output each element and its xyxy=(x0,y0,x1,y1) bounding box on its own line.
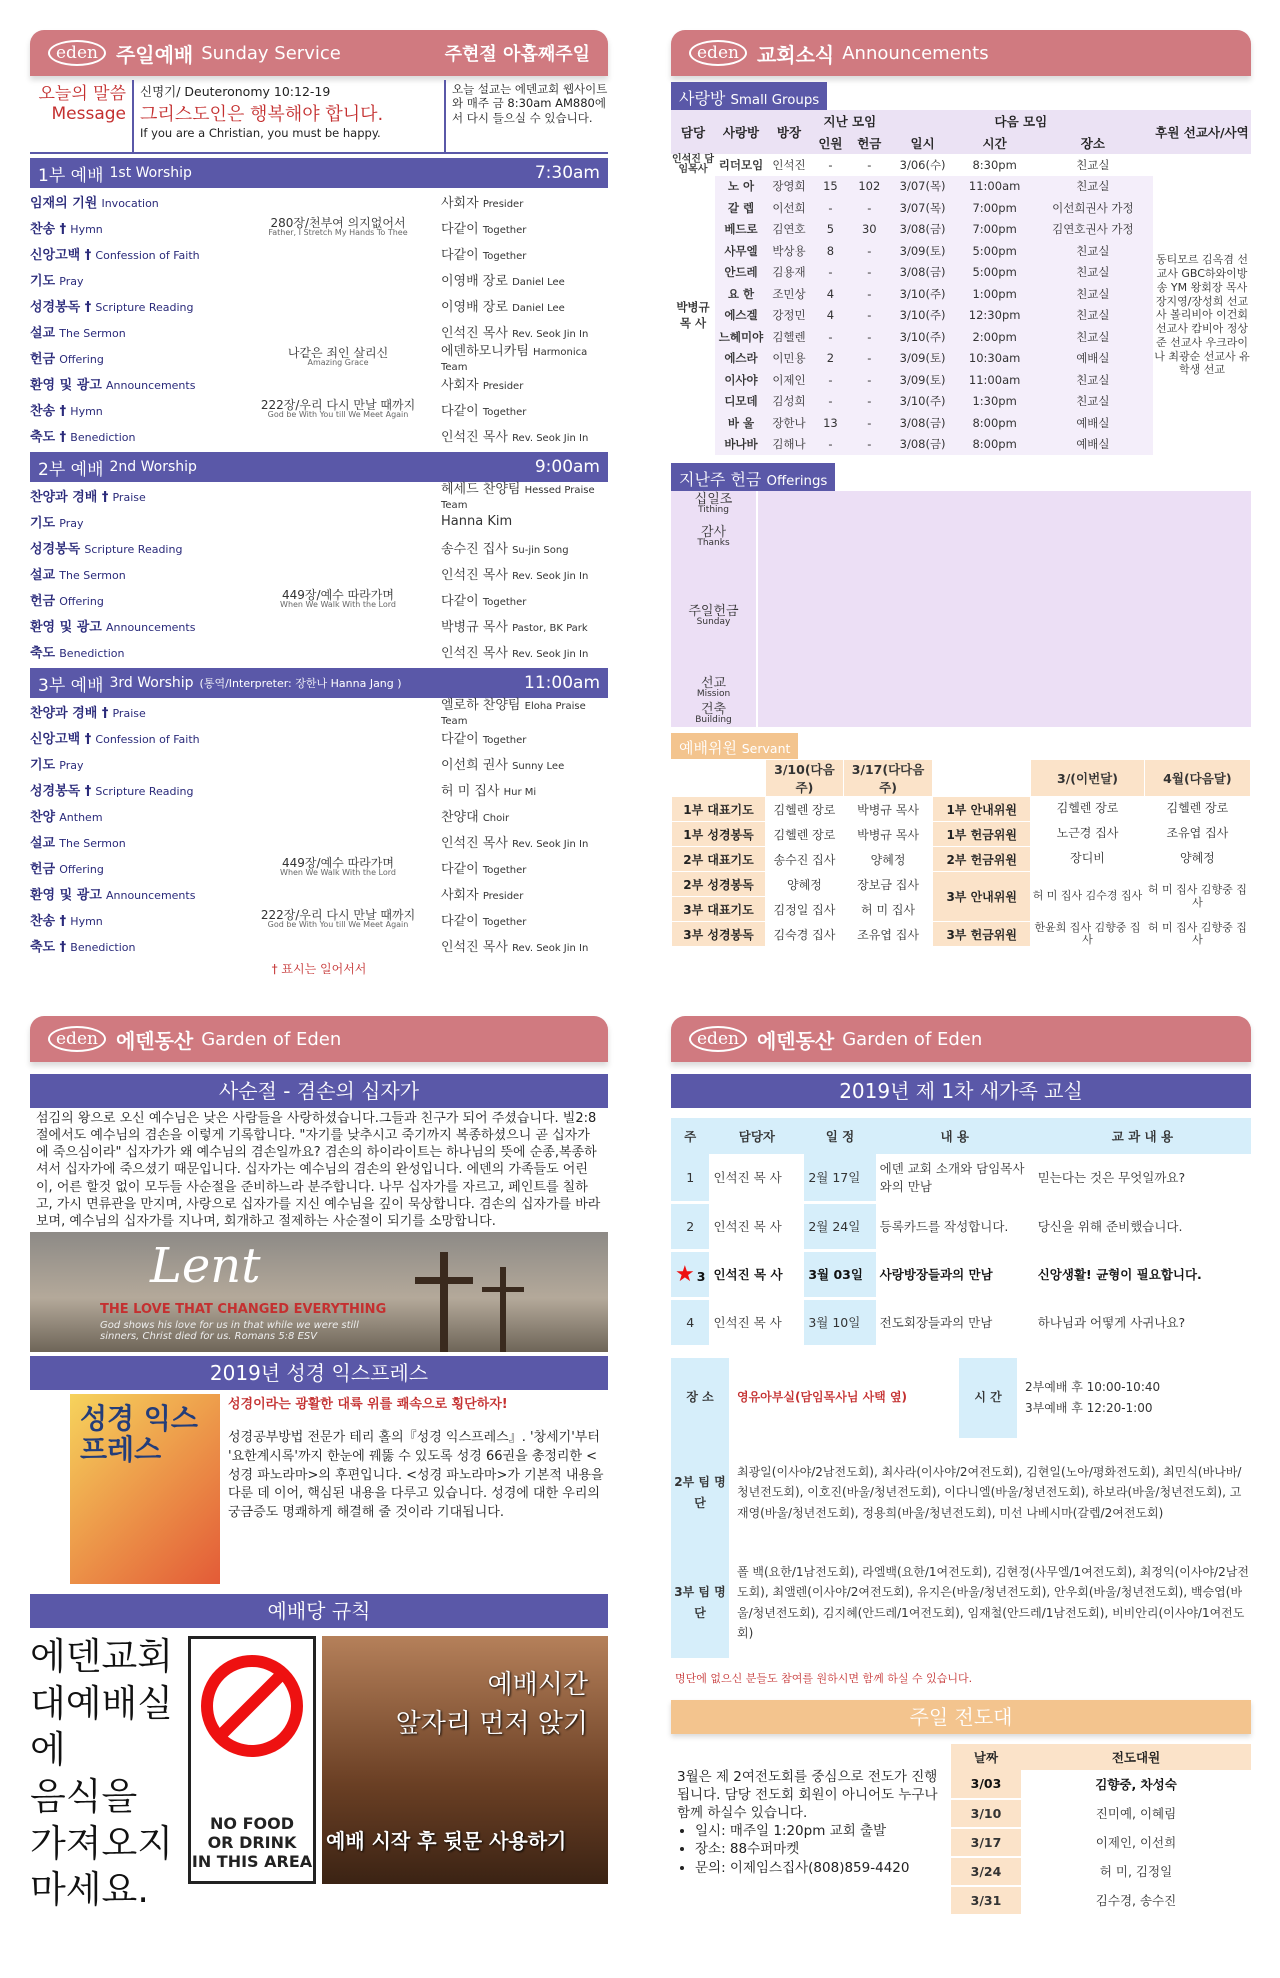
order-person: 사회자 Presider xyxy=(441,195,524,211)
order-row xyxy=(30,698,608,727)
order-person: 찬양대 Choir xyxy=(441,809,510,825)
pews-text-2: 앞자리 먼저 앉기 xyxy=(395,1709,588,1740)
order-item: 찬양 Anthem xyxy=(30,809,103,825)
order-row xyxy=(30,880,608,906)
order-item: 환영 및 광고 Announcements xyxy=(30,887,196,903)
order-row xyxy=(30,932,608,958)
offering-label: 주일헌금 Sunday xyxy=(671,557,757,675)
offering-label: 십일조 Tithing xyxy=(671,491,757,517)
order-item: 찬송 † Hymn xyxy=(30,221,103,237)
worship-2-title: 2부 예배 xyxy=(38,459,104,480)
team-3-list: 폴 백(요한/1남전도회), 라엘백(요한/1여전도회), 김현정(사무엘/1여전도회), 최정익(이사야/2남전도회), 최앨렌(이사야/2여전도회), 유지은(바울/청년전도회), 안우회(바울/청년전도회), 백승엽(바울/청년전도회), 김지혜(안드레/1여전도회), 임재철(안드레/1남전도회), 비비안리(이사야/1여전도회) xyxy=(737,1564,1249,1640)
order-item: 축도 † Benediction xyxy=(30,939,136,955)
order-row xyxy=(30,240,608,266)
order-item: 축도 † Benediction xyxy=(30,429,136,445)
order-person: 인석진 목사 Rev. Seok Jin In xyxy=(441,567,589,583)
order-row xyxy=(30,724,608,750)
worship-3-title-en: 3rd Worship xyxy=(109,675,194,691)
eden2-title-en: Garden of Eden xyxy=(842,1028,983,1050)
offering-row xyxy=(671,517,1251,557)
offering-label: 선교 Mission xyxy=(671,675,757,701)
order-row xyxy=(30,188,608,214)
small-group-row: 에스라 이민용 2 - 3/09(토) 10:30am 예배실 xyxy=(671,348,1251,370)
order-item: 축도 Benediction xyxy=(30,645,125,661)
evangelism-text: 3월은 제 2여전도회를 중심으로 전도가 진행됩니다. 담당 전도회 회원이 아니어도 누구나 함께 하실수 있습니다. xyxy=(677,1768,938,1821)
evangelism-detail: • 일시: 매주일 1:20pm 교회 출발 xyxy=(695,1822,945,1840)
order-person: 다같이 Together xyxy=(441,861,527,877)
order-person: 다같이 Together xyxy=(441,247,527,263)
small-groups-title-en: Small Groups xyxy=(730,93,820,108)
small-group-row: 박병규 목 사 노 아 장영희 15 102 3/07(목) 11:00am 친교실 동티모르 김옥겸 선교사 GBC하와이방송 YM 왕회장 목사 장지영/장성희 선교사 볼리비아 이건회 선교사 캄비아 정상준 선교사 우크라이나 최광순 선교사 유학생 선교 xyxy=(671,176,1251,198)
worship-2-time: 9:00am xyxy=(534,457,600,477)
team-3-label: 3부 팀 명단 xyxy=(671,1548,729,1658)
order-row xyxy=(30,802,608,828)
order-item: 헌금 Offering xyxy=(30,351,104,367)
order-hymn: 280장/천부여 의지없어서 Father, I Stretch My Hands To Thee xyxy=(268,215,408,238)
lent-paragraph: 섬김의 왕으로 오신 예수님은 낮은 사람들을 사랑하셨습니다.그들과 친구가 되어 주셨습니다. 빌2:8절에서도 예수님의 겸손을 이렇게 기록합니다. "자기를 낮추시고 죽기까지 복종하셨으니 곧 십자가에 죽으심이라" 십자가가 왜 예수님의 겸손일까요? 겸손의 하이라이트는 하나님의 뜻에 순종,복종하셔서 십자가에 죽으셨기 때문입니다. 십자가는 예수님의 겸손의 완성입니다. 에덴의 가족들도 어린이, 어른 할것 없이 모두들 사순절을 준비하느라 분주합니다. 나무 십자가를 자르고, 페인트를 칠하고, 가시 면류관을 만지며, 사랑으로 십자가를 지신 예수님을 깊이 묵상합니다. 겸손의 십자가를 바라보며, 예수님의 십자가를 지나며, 회개하고 절제하는 사순절이 되기를 소망합니다. xyxy=(36,1111,601,1229)
order-item: 헌금 Offering xyxy=(30,861,104,877)
pews-image xyxy=(322,1636,608,1884)
order-row xyxy=(30,396,608,422)
service-title: 주일예배 xyxy=(115,42,194,67)
new-family-class-table: 주 담당자 일 정 내 용 교 과 내 용 1 인석진 목 사 2월 17일 에덴 교회 소개와 담임목사와의 만남 믿는다는 것은 무엇일까요? 2 인석진 목 사 2월 24일 등록카드를 작성합니다. 당신을 위해 준비했습니다. ★ 3 인석진 목 사 3월 03일 사랑방장들과의 만남 신앙생활! 균형이 필요합니다. 4 인석진 목 사 3월 10일 전도회장들과의 만남 하나님과 어떻게 사귀나요? xyxy=(671,1118,1251,1348)
lent-word: Lent xyxy=(150,1238,261,1295)
servant-row: 1부 대표기도 김헬렌 장로 박병규 목사 1부 안내위원 김헬렌 장로 김헬렌 장로 xyxy=(672,797,1251,822)
offering-label: 건축 Building xyxy=(671,701,757,727)
evangelism-row: 3/10 진미예, 이혜림 xyxy=(951,1799,1251,1828)
time-label: 시 간 xyxy=(959,1358,1017,1438)
servant-title-en: Servant xyxy=(741,741,791,756)
no-food-message: 에덴교회 대예배실에 음식을 가져오지 마세요. xyxy=(30,1635,173,1912)
eden-logo: eden xyxy=(48,1026,106,1052)
small-group-row: 느헤미야 김헬렌 - - 3/10(주) 2:00pm 친교실 xyxy=(671,326,1251,348)
pews-text-1: 예배시간 xyxy=(487,1670,588,1701)
evangelism-heading: 주일 전도대 xyxy=(671,1700,1251,1734)
servant-row: 1부 성경봉독 김헬렌 장로 박병규 목사 1부 헌금위원 노근경 집사 조유엽 집사 xyxy=(672,822,1251,847)
evangelism-section xyxy=(671,1744,1251,1916)
lent-verse: God shows his love for us in that while we were still sinners, Christ died for us. Romans 5:8 ESV xyxy=(100,1320,359,1343)
stand-note: † 표시는 일어서서 xyxy=(271,962,367,976)
sermon-title-en: If you are a Christian, you must be happy. xyxy=(140,126,381,140)
worship-1-time: 7:30am xyxy=(534,163,600,183)
servant-row: 3부 성경봉독 김숙경 집사 조유엽 집사 3부 헌금위원 한윤희 집사 김향중 집사 허 미 집사 김향중 집사 xyxy=(672,922,1251,947)
team-2-label: 2부 팀 명단 xyxy=(671,1438,729,1548)
small-group-row: 에스겔 강정민 4 - 3/10(주) 12:30pm 친교실 xyxy=(671,305,1251,327)
order-hymn: 222장/우리 다시 만날 때까지 God be With You till We Meet Again xyxy=(260,907,416,930)
servant-bar xyxy=(671,733,798,759)
lent-subtitle: THE LOVE THAT CHANGED EVERYTHING xyxy=(100,1302,387,1318)
order-item: 헌금 Offering xyxy=(30,593,104,609)
class-row: 4 인석진 목 사 3월 10일 전도회장들과의 만남 하나님과 어떻게 사귀나요? xyxy=(671,1298,1251,1346)
lent-heading: 사순절 - 겸손의 십자가 xyxy=(30,1074,608,1108)
order-item: 환영 및 광고 Announcements xyxy=(30,377,196,393)
order-row xyxy=(30,750,608,776)
order-person: 이선희 권사 Sunny Lee xyxy=(441,757,565,773)
order-row xyxy=(30,266,608,292)
order-item: 기도 Pray xyxy=(30,515,84,531)
order-item: 기도 Pray xyxy=(30,757,84,773)
bible-express-heading: 2019년 성경 익스프레스 xyxy=(30,1356,608,1390)
eden-logo: eden xyxy=(48,40,106,66)
announcements-section xyxy=(671,30,1251,947)
order-row xyxy=(30,612,608,638)
new-family-class-heading: 2019년 제 1차 새가족 교실 xyxy=(671,1074,1251,1108)
order-item: 설교 The Sermon xyxy=(30,325,126,341)
order-person: 이영배 장로 Daniel Lee xyxy=(441,299,565,315)
service-title-en: Sunday Service xyxy=(201,42,341,64)
worship-3-time: 11:00am xyxy=(524,673,600,693)
worship-1-title-en: 1st Worship xyxy=(109,165,192,181)
order-row xyxy=(30,906,608,932)
order-hymn: 449장/예수 따라가며 When We Walk With the Lord xyxy=(280,855,396,878)
bible-express-slogan: 성경이라는 광활한 대륙 위를 쾌속으로 횡단하자! xyxy=(228,1397,508,1413)
small-group-row: 디모데 김성희 - - 3/10(주) 1:30pm 친교실 xyxy=(671,391,1251,413)
place-value: 영유아부실(담임목사님 사택 옆) xyxy=(737,1390,908,1405)
order-person: 다같이 Together xyxy=(441,913,527,929)
sanctuary-rules-heading: 예배당 규칙 xyxy=(30,1594,608,1628)
bible-express xyxy=(30,1390,608,1584)
order-row xyxy=(30,828,608,854)
eden-logo: eden xyxy=(689,1026,747,1052)
order-hymn: 나같은 죄인 살리신 Amazing Grace xyxy=(287,345,389,368)
small-groups-table: 담당 사랑방 방장 지난 모임 다음 모임 후원 선교사/사역 인원 헌금 일시 시간 장소 인석진 담임목사 리더모임 인석진 - - 3/06(수) 8:30pm 친교실 박병규 목 사 노 아 장영희 15 102 3/07(목) 11:00am 친교실 동티모르 김옥겸 선교사 GBC하와이방송 YM 왕회장 목사 장지영/장성희 선교사 볼리비아 이건회 선교사 캄비아 정상준 선교사 우크라이나 최광순 선교사 유학생 선교 갈 렙 이선희 - - 3/07(목) 7:00pm 이선희권사 가정 베드로 김연호 5 30 3/08(금) 7:00pm 김연호권사 가정 사무엘 박상용 8 - 3/09(토) 5:00pm 친교실 안드레 김용재 - - 3/08(금) 5:00pm 친교실 요 한 조민상 4 - 3/10(주) 1:00pm 친교실 에스겔 강정민 4 - 3/10(주) 12:30pm 친교실 느헤미야 김헬렌 - - 3/10(주) 2:00pm 친교실 에스라 이민용 2 - 3/09(토) 10:30am 예배실 이사야 이제인 - - 3/09(토) 11:00am 친교실 디모데 김성희 - - 3/10(주) 1:30pm 친교실 바 울 장한나 13 - 3/08(금) 8:00pm 예배실 바나바 김해나 - - 3/08(금) 8:00pm 예배실 xyxy=(671,110,1251,455)
order-person: 인석진 목사 Rev. Seok Jin In xyxy=(441,429,589,445)
news-title: 교회소식 xyxy=(756,42,835,67)
offering-row xyxy=(671,491,1251,517)
order-item: 찬양과 경배 † Praise xyxy=(30,705,146,721)
eden1-header xyxy=(30,1016,608,1062)
offering-label: 감사 Thanks xyxy=(671,517,757,557)
order-item: 찬양과 경배 † Praise xyxy=(30,489,146,505)
offerings-table xyxy=(671,491,1251,727)
small-group-row: 바 울 장한나 13 - 3/08(금) 8:00pm 예배실 xyxy=(671,412,1251,434)
order-item: 찬송 † Hymn xyxy=(30,403,103,419)
order-person: 사회자 Presider xyxy=(441,887,524,903)
order-row xyxy=(30,370,608,396)
order-hymn: 449장/예수 따라가며 When We Walk With the Lord xyxy=(280,587,396,610)
bible-express-text: 성경공부방법 전문가 테리 홀의『성경 익스프레스』. '창세기'부터 '요한계시록'까지 한눈에 꿰뚫 수 있도록 성경 66권을 총정리한 <성경 파노라마>의 후편입니다. <성경 파노라마>가 기본적 내용을 다룬 데 이어, 핵심된 내용을 다루고 있습니다. 성경에 대한 우리의 궁금증도 명쾌하게 해결해 줄 것이라 기대됩니다. xyxy=(228,1429,604,1521)
order-row xyxy=(30,586,608,612)
lent-image xyxy=(30,1232,608,1352)
worship-1-bar xyxy=(30,158,608,188)
order-row xyxy=(30,422,608,448)
no-food-line: NO FOOD xyxy=(210,1813,294,1833)
order-item: 설교 The Sermon xyxy=(30,567,126,583)
small-group-row: 베드로 김연호 5 30 3/08(금) 7:00pm 김연호권사 가정 xyxy=(671,219,1251,241)
servant-title: 예배위원 xyxy=(679,739,737,757)
order-person: 다같이 Together xyxy=(441,221,527,237)
sunday-service-section xyxy=(30,30,608,977)
order-person: 인석진 목사 Rev. Seok Jin In xyxy=(441,325,589,341)
evangelism-row: 3/03 김향중, 차성숙 xyxy=(951,1770,1251,1799)
worship-2-order xyxy=(30,482,608,664)
sermon-replay-note: 오늘 설교는 에덴교회 웹사이트와 매주 금 8:30am AM880에서 다시 들으실 수 있습니다. xyxy=(444,80,608,152)
garden-of-eden-right xyxy=(671,1016,1251,1916)
no-food-line: OR DRINK xyxy=(207,1832,297,1852)
order-row xyxy=(30,344,608,373)
evangelism-details xyxy=(695,1822,945,1877)
order-person: 인석진 목사 Rev. Seok Jin In xyxy=(441,939,589,955)
offerings-title-en: Offerings xyxy=(766,474,828,489)
participation-note: 명단에 없으신 분들도 참여를 원하시면 함께 하실 수 있습니다. xyxy=(675,1671,973,1685)
order-person: 허 미 집사 Hur Mi xyxy=(441,783,537,799)
worship-1-order xyxy=(30,188,608,448)
evangelism-table: 날짜 전도대원 3/03 김향중, 차성숙 3/10 진미예, 이혜림 3/17 이제인, 이선희 3/24 허 미, 김정일 3/31 김수경, 송수진 xyxy=(951,1744,1251,1916)
servant-row: 3부 대표기도 김정일 집사 허 미 집사 xyxy=(672,897,1251,922)
order-person: 박병규 목사 Pastor, BK Park xyxy=(441,619,588,635)
eden2-header xyxy=(671,1016,1251,1062)
order-person: 다같이 Together xyxy=(441,593,527,609)
small-group-row: 갈 렙 이선희 - - 3/07(목) 7:00pm 이선희권사 가정 xyxy=(671,197,1251,219)
class-row: 1 인석진 목 사 2월 17일 에덴 교회 소개와 담임목사와의 만남 믿는다는 것은 무엇일까요? xyxy=(671,1154,1251,1202)
order-item: 성경봉독 † Scripture Reading xyxy=(30,299,194,315)
order-row xyxy=(30,482,608,511)
scripture: 신명기/ Deuteronomy 10:12-19 xyxy=(140,84,331,99)
no-food-line: IN THIS AREA xyxy=(191,1851,313,1871)
order-item: 임재의 기원 Invocation xyxy=(30,195,159,211)
book-title: 성경 익스프레스 xyxy=(80,1402,198,1466)
service-header xyxy=(30,30,608,76)
interpreter-note: (통역/Interpreter: 장한나 Hanna Jang ) xyxy=(199,677,402,690)
class-info-table xyxy=(671,1358,1251,1658)
order-item: 찬송 † Hymn xyxy=(30,913,103,929)
offerings-bar xyxy=(671,463,835,491)
worship-2-title-en: 2nd Worship xyxy=(109,459,197,475)
order-person: 엘로하 찬양팀 Eloha Praise Team xyxy=(441,698,586,727)
order-item: 성경봉독 † Scripture Reading xyxy=(30,783,194,799)
place-label: 장 소 xyxy=(671,1358,729,1438)
order-person: 인석진 목사 Rev. Seok Jin In xyxy=(441,835,589,851)
order-item: 환영 및 광고 Announcements xyxy=(30,619,196,635)
message-box xyxy=(30,80,608,154)
sanctuary-rules xyxy=(30,1628,608,1912)
evangelism-row: 3/17 이제인, 이선희 xyxy=(951,1828,1251,1857)
small-group-row: 바나바 김해나 - - 3/08(금) 8:00pm 예배실 xyxy=(671,434,1251,456)
servant-row: 2부 성경봉독 양혜정 장보금 집사 3부 안내위원 허 미 집사 김수경 집사 허 미 집사 김향중 집사 xyxy=(672,872,1251,897)
servant-row: 2부 대표기도 송수진 집사 양혜정 2부 헌금위원 장디비 양혜정 xyxy=(672,847,1251,872)
offering-row xyxy=(671,557,1251,675)
evangelism-row: 3/24 허 미, 김정일 xyxy=(951,1857,1251,1886)
order-person: 에덴하모니카팀 Harmonica Team xyxy=(441,344,588,373)
class-row: ★ 3 인석진 목 사 3월 03일 사랑방장들과의 만남 신앙생활! 균형이 필요합니다. xyxy=(671,1250,1251,1298)
eden-logo: eden xyxy=(689,40,747,66)
small-groups-title: 사랑방 xyxy=(679,89,726,108)
evangelism-row: 3/31 김수경, 송수진 xyxy=(951,1886,1251,1915)
order-hymn: 222장/우리 다시 만날 때까지 God be With You till We Meet Again xyxy=(260,397,416,420)
time-value: 2부예배 후 10:00-10:40 xyxy=(1025,1380,1161,1395)
message-label-en: Message xyxy=(51,104,126,125)
worship-3-title: 3부 예배 xyxy=(38,675,104,696)
order-row xyxy=(30,214,608,240)
evangelism-detail: • 문의: 이제임스집사(808)859-4420 xyxy=(695,1859,945,1877)
order-person: 다같이 Together xyxy=(441,403,527,419)
order-item: 설교 The Sermon xyxy=(30,835,126,851)
service-week: 주현절 아홉째주일 xyxy=(444,44,590,65)
worship-1-title: 1부 예배 xyxy=(38,165,104,186)
order-item: 신앙고백 † Confession of Faith xyxy=(30,247,200,263)
small-groups-bar xyxy=(671,82,827,110)
team-2-list: 최광일(이사야/2남전도회), 최사라(이사야/2여전도회), 김현일(노아/평화전도회), 최민식(바나바/청년전도회), 이호진(바울/청년전도회), 이다니엘(바울/청년전도회), 하보라(바울/청년전도회), 고재영(바울/청년전도회), 정용희(바울/청년전도회), 미선 나베시마(갈렙/2여전도회) xyxy=(737,1464,1242,1520)
order-row xyxy=(30,776,608,802)
order-person: Hanna Kim xyxy=(441,513,513,529)
evangelism-detail: • 장소: 88수퍼마켓 xyxy=(695,1840,945,1858)
order-item: 기도 Pray xyxy=(30,273,84,289)
servant-table: 3/10(다음주) 3/17(다다음주) 3/(이번달) 4월(다음달) 1부 대표기도 김헬렌 장로 박병규 목사 1부 안내위원 김헬렌 장로 김헬렌 장로 1부 성경봉독 김헬렌 장로 박병규 목사 1부 헌금위원 노근경 집사 조유엽 집사 2부 대표기도 송수진 집사 양혜정 2부 헌금위원 장디비 양혜정 2부 성경봉독 양혜정 장보금 집사 3부 안내위원 허 미 집사 김수경 집사 허 미 집사 김향중 집사 3부 대표기도 김정일 집사 허 미 집사 3부 성경봉독 김숙경 집사 조유엽 집사 3부 헌금위원 한윤희 집사 김향중 집사 허 미 집사 김향중 집사 xyxy=(671,759,1251,947)
order-person: 사회자 Presider xyxy=(441,377,524,393)
order-person: 헤세드 찬양팀 Hessed Praise Team xyxy=(441,482,595,511)
order-row xyxy=(30,292,608,318)
offerings-title: 지난주 헌금 xyxy=(679,470,762,489)
small-group-row: 요 한 조민상 4 - 3/10(주) 1:00pm 친교실 xyxy=(671,283,1251,305)
order-row xyxy=(30,560,608,586)
eden1-title: 에덴동산 xyxy=(115,1028,194,1053)
no-food-sign xyxy=(188,1636,316,1884)
order-row xyxy=(30,854,608,880)
message-label: 오늘의 말씀 xyxy=(38,84,126,104)
eden2-title: 에덴동산 xyxy=(756,1028,835,1053)
order-row xyxy=(30,534,608,560)
order-person: 이영배 장로 Daniel Lee xyxy=(441,273,565,289)
order-person: 송수진 집사 Su-jin Song xyxy=(441,541,569,557)
order-item: 성경봉독 Scripture Reading xyxy=(30,541,183,557)
small-group-row: 사무엘 박상용 8 - 3/09(토) 5:00pm 친교실 xyxy=(671,240,1251,262)
news-title-en: Announcements xyxy=(842,42,989,64)
eden1-title-en: Garden of Eden xyxy=(201,1028,342,1050)
order-person: 다같이 Together xyxy=(441,731,527,747)
sermon-title: 그리스도인은 행복해야 합니다. xyxy=(140,104,384,125)
small-group-row: 이사야 이제인 - - 3/09(토) 11:00am 친교실 xyxy=(671,369,1251,391)
star-icon: ★ xyxy=(675,1261,695,1287)
order-person: 인석진 목사 Rev. Seok Jin In xyxy=(441,645,589,661)
pews-text-3: 예배 시작 후 뒷문 사용하기 xyxy=(326,1829,567,1854)
worship-3-order xyxy=(30,698,608,977)
news-header xyxy=(671,30,1251,76)
book-cover-image xyxy=(70,1394,220,1584)
small-group-row: 안드레 김용재 - - 3/08(금) 5:00pm 친교실 xyxy=(671,262,1251,284)
class-row: 2 인석진 목 사 2월 24일 등록카드를 작성합니다. 당신을 위해 준비했습니다. xyxy=(671,1202,1251,1250)
order-item: 신앙고백 † Confession of Faith xyxy=(30,731,200,747)
offering-row xyxy=(671,675,1251,701)
offering-row xyxy=(671,701,1251,727)
small-group-row: 인석진 담임목사 리더모임 인석진 - - 3/06(수) 8:30pm 친교실 xyxy=(671,154,1251,176)
garden-of-eden-left xyxy=(30,1016,608,1912)
time-value: 3부예배 후 12:20-1:00 xyxy=(1025,1400,1153,1415)
order-row xyxy=(30,638,608,664)
